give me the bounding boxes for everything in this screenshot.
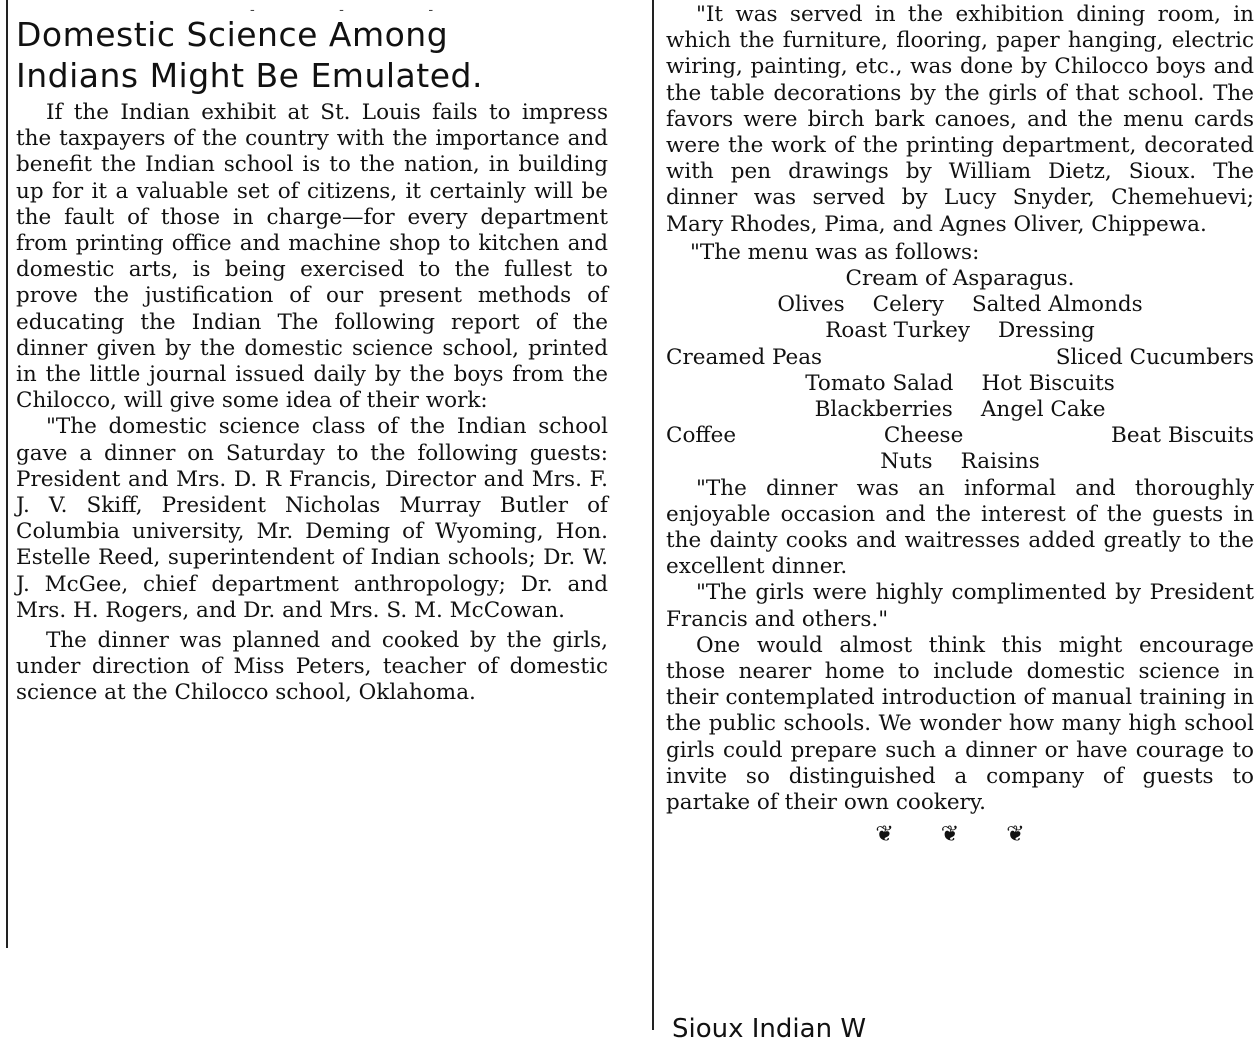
menu-item: Olives [777,292,845,318]
ornament-divider: ❦ ❦ ❦ [875,822,1045,848]
column-top-dashes: - - - [250,2,474,18]
menu-item: Celery [872,292,944,318]
paragraph-guests: "The domestic science class of the Indian school gave a dinner on Saturday to the following guests: President and Mrs. D. R Francis, Director and Mrs. F. J. V. Skiff, President Nicholas Murray Butler of Columbia university, Mr. Deming of Wyoming, Hon. Estelle Reed, superintendent of Indian schools; Dr. W. J. McGee, chief department anthropology; Dr. and Mrs. H. Rogers, and Dr. and Mrs. S. M. McCowan. [16,414,608,623]
left-column [16,14,608,707]
paragraph-informal: "The dinner was an informal and thoroughly enjoyable occasion and the interest of the guests in the dainty cooks and waitresses added greatly to the excellent dinner. [666,475,1254,580]
menu-item: Creamed Peas [666,344,823,370]
paragraph-intro: If the Indian exhibit at St. Louis fails to impress the taxpayers of the country with the importance and benefit the Indian school is to the nation, in building up for it a valuable set of citizens, it certainly will be the fault of those in charge—for every department from printing office and machine shop to kitchen and domestic arts, is being exercised to the fullest to prove the justification of our present methods of educating the Indian The following report of the dinner given by the domestic science school, printed in the little journal issued daily by the boys from the Chilocco, will give some idea of their work: [16,100,608,414]
menu-item: Dressing [998,318,1095,344]
menu-item: Beat Biscuits [1111,423,1254,449]
paragraph-editorial: One would almost think this might encourage those nearer home to include domestic science in their contemplated introduction of manual training in the public schools. We wonder how many high school girls could prepare such a dinner or have courage to invite so distinguished a company of guests to partake of their own cookery. [666,632,1254,816]
menu-item: Sliced Cucumbers [1055,344,1254,370]
menu-item: Cheese [883,423,964,449]
paragraph-complimented: "The girls were highly complimented by President Francis and others." [666,580,1254,632]
menu-row [666,345,1254,371]
menu-item: Blackberries [814,397,953,423]
menu-item: Angel Cake [980,397,1106,423]
menu-item: Raisins [960,449,1040,475]
headline-line-2: Indians Might Be Emulated. [16,56,483,95]
right-column [666,0,1254,850]
menu-row [666,266,1254,292]
menu-row [666,292,1254,318]
next-article-headline-fragment: Sioux Indian W [672,1014,867,1044]
left-column-rule [6,0,8,948]
article-headline [16,14,608,96]
menu-list [666,266,1254,476]
headline-line-1: Domestic Science Among [16,15,449,54]
menu-item: Tomato Salad [805,370,954,396]
menu-row [666,449,1254,475]
menu-item: Cream of Asparagus. [845,266,1075,292]
menu-intro: "The menu was as follows: [690,239,980,265]
menu-item: Hot Biscuits [981,370,1115,396]
menu-row [666,371,1254,397]
menu-item: Coffee [666,423,737,449]
menu-item: Roast Turkey [825,318,971,344]
menu-row [666,397,1254,423]
menu-row [666,423,1254,449]
menu-row [666,318,1254,344]
paragraph-served: "It was served in the exhibition dining room, in which the furniture, flooring, paper hanging, electric wiring, painting, etc., was done by Chilocco boys and the table decorations by the girls of that school. The favors were birch bark canoes, and the menu cards were the work of the printing department, decorated with pen drawings by William Dietz, Sioux. The dinner was served by Lucy Snyder, Chemehuevi; Mary Rhodes, Pima, and Agnes Oliver, Chippewa. [666,2,1254,237]
center-column-rule [652,0,654,1030]
menu-item: Salted Almonds [971,292,1143,318]
paragraph-planned: The dinner was planned and cooked by the girls, under direction of Miss Peters, teacher of domestic science at the Chilocco school, Oklahoma. [16,628,608,706]
menu-item: Nuts [880,449,933,475]
